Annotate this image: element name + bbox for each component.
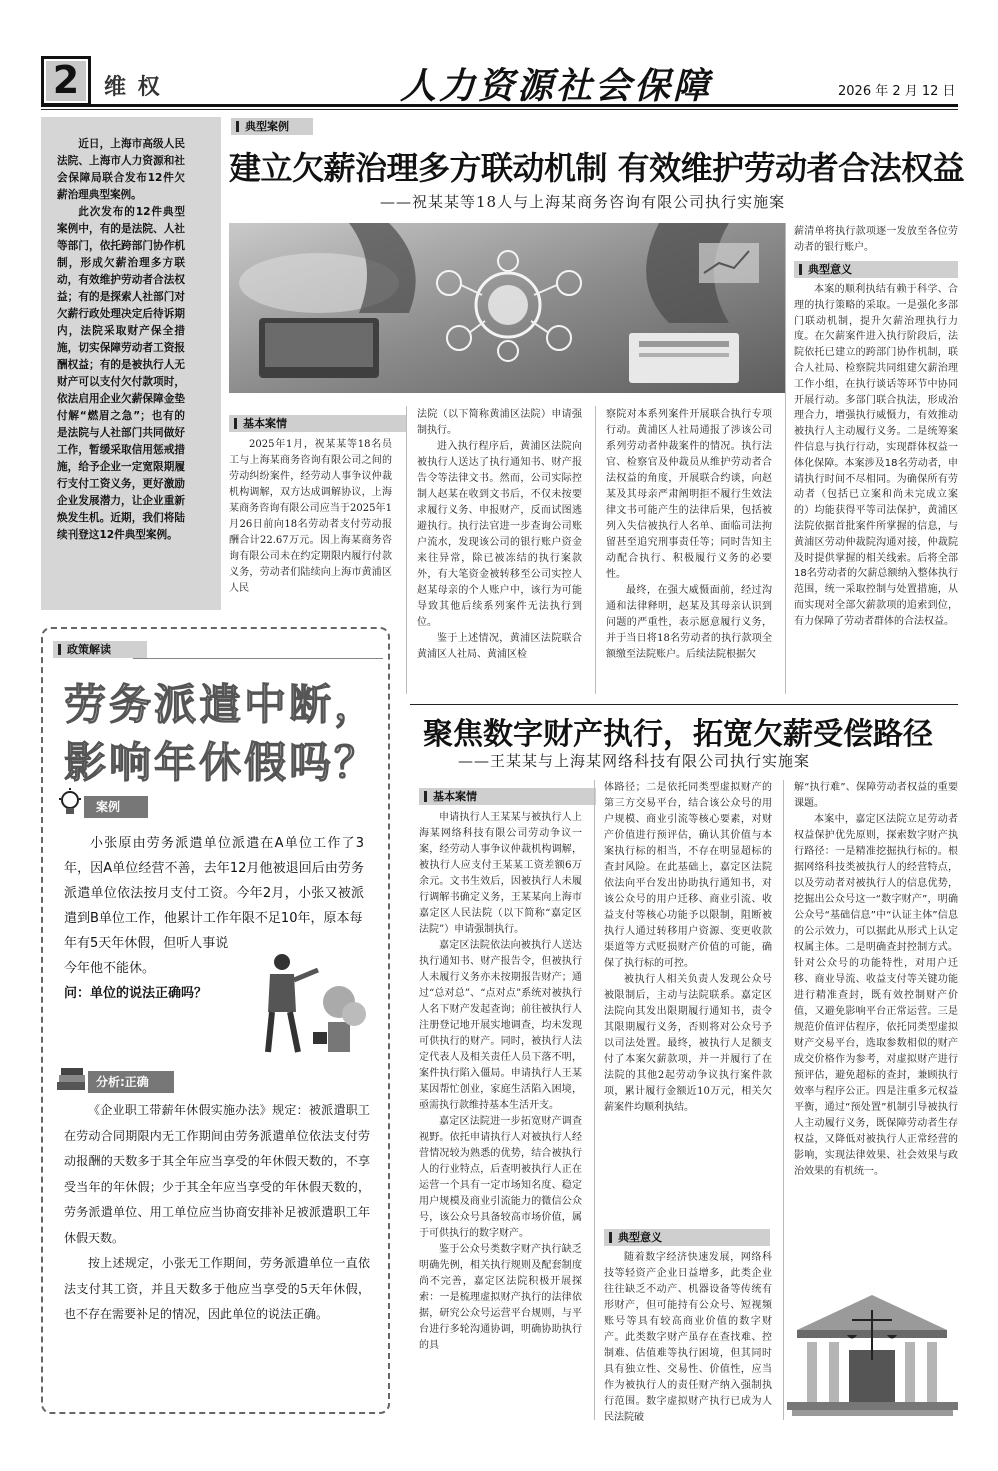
column-divider: [406, 406, 407, 694]
policy-title-line2: 影响年休假吗？: [64, 738, 380, 787]
article1-title: 建立欠薪治理多方联动机制 有效维护劳动者合法权益: [229, 149, 965, 187]
basic-facts-label: 基本案情: [419, 788, 596, 805]
intro-paragraph: 此次发布的12件典型案例中，有的是法院、人社等部门，依托跨部门协作机制，形成欠薪治理多方联动，有效维护劳动者合法权益；有的是探索人社部门对欠薪行政处理决定后待诉期内，法院采取财产保全措施，切实保障劳动者工资报酬权益；有的是被执行人无财产可以支付欠付款项时，依法启用企业欠薪保障金垫付解“燃眉之急”；也有的是法院与人社部门共同做好工作，暂缓采取信用惩戒措施，给予企业一定宽限期履行支付工资义务，更好激励企业发展潜力，让企业重新焕发生机。近期，我们将陆续刊登这12件典型案例。: [57, 206, 185, 541]
section-name: 维 权: [104, 75, 162, 100]
article2-paragraph: 解“执行难”、保障劳动者权益的重要课题。: [794, 782, 958, 809]
article1-paragraph: 薪清单将执行款项逐一发放至各位劳动者的银行账户。: [794, 226, 958, 253]
typical-case-tag: 典型案例: [231, 118, 313, 135]
books-icon: [55, 1066, 89, 1092]
article1-column-2: [417, 407, 582, 663]
article1-photo: [229, 223, 786, 393]
businessman-illustration: [258, 952, 380, 1060]
article1-significance: [794, 282, 958, 630]
significance-text: 本案的顺利执结有赖于科学、合理的执行策略的采取。一是强化多部门联动机制，提升欠薪治理执行力度。在欠薪案件进入执行阶段后，法院依托已建立的跨部门协作机制，联合人社局、检察院共同组建欠薪治理工作小组，在执行谈话等环节中协同开展行动。多部门联合执法，形成治理合力，增强执行威慑力，有效推动被执行人主动履行义务。二是统筹案件信息与执行行动，实现群体权益一体化保障。本案涉及18名劳动者，申请执行时间不尽相同。为确保所有劳动者（包括已立案和尚未完成立案的）均能获得平等司法保护，黄浦区法院依据首批案件所掌握的信息，与黄浦区劳动仲裁院沟通对接，仲裁院及时提供掌握的相关线索。后将全部18名劳动者的欠薪总额纳入整体执行范围，统一采取控制与处置措施，从而实现对全部欠薪款项的追索到位，有力保障了劳动者群体的合法权益。: [794, 284, 958, 627]
article2-paragraph: 申请执行人王某某与被执行人上海某网络科技有限公司劳动争议一案，经劳动人事争议仲裁机构调解，被执行人应支付王某某工资差额6万余元。文书生效后，因被执行人未履行调解书确定义务，王某某向上海市嘉定区人民法院（以下简称“嘉定区法院”）申请强制执行。: [419, 812, 582, 935]
article1-column-3: [606, 407, 772, 663]
significance-label: 典型意义: [794, 261, 958, 278]
article1-paragraph: 察院对本系列案件开展联合执行专项行动。黄浦区人社局通报了涉该公司系列劳动者仲裁案件的情况。执行法官、检察官及仲裁员从维护劳动者合法权益的角度，开展联合约谈，向赵某及其母亲严肃阐明拒不履行生效法律文书可能产生的法律后果，包括被列入失信被执行人名单、面临司法拘留甚至追究刑事责任等；同时告知主动配合执行、积极履行义务的必要性。: [606, 409, 772, 580]
article2-paragraph: 被执行人相关负责人发现公众号被限制后，主动与法院联系。嘉定区法院向其发出限期履行通知书，责令其限期履行义务，否则将对公众号予以司法处置。最终，被执行人足额支付了本案欠薪款项，并一并履行了在法院的其他2起劳动争议执行案件款项，累计履行金额近10万元，相关欠薪案件均顺利执结。: [604, 974, 772, 1113]
article1-paragraph: 进入执行程序后，黄浦区法院向被执行人送达了执行通知书、财产报告令等法律文书。然而，公司实际控制人赵某在收到文书后，不仅未按要求履行义务、申报财产，反而试图逃避执行。执行法官进一步查询公司账户流水，发现该公司的银行账户资金来往异常，除已被冻结的执行案款外，有大笔资金被转移至公司实控人赵某母亲的个人账户中，该行为可能导致其他后续系列案件无法执行到位。: [417, 441, 582, 628]
column-divider: [595, 406, 596, 694]
header-rule-thin: [41, 109, 958, 110]
article1-column-4-top: [794, 224, 958, 256]
courthouse-illustration: [787, 1290, 958, 1420]
case-question: 问：单位的说法正确吗？: [64, 986, 208, 1001]
column-divider: [785, 223, 786, 694]
significance-text: 随着数字经济快速发展，网络科技等轻资产企业日益增多，此类企业往往缺乏不动产、机器设备等传统有形财产，但可能持有公众号、短视频账号等具有较高商业价值的数字财产。此类数字财产虽存在查找难、控制难、估值难等执行困境，但其同时具有独立性、交易性、价值性，应当作为被执行人的责任财产纳入强制执行范围。数字虚拟财产执行已成为人民法院破: [604, 1252, 772, 1423]
case-paragraph: 年有5天年休假，但听人事说: [64, 936, 229, 951]
article1-paragraph: 鉴于上述情况，黄浦区法院联合黄浦区人社局、黄浦区检: [417, 633, 582, 660]
issue-date: 2026 年 2 月 12 日: [838, 84, 956, 99]
basic-facts-label: 基本案情: [229, 415, 406, 432]
article2-top-rule: [410, 704, 958, 705]
article2-subtitle: ——王某某与上海某网络科技有限公司执行实施案: [458, 752, 811, 770]
policy-tag-rule: [133, 658, 383, 659]
intro-text: [57, 136, 185, 544]
analysis-text: [64, 1098, 370, 1328]
analysis-paragraph: 《企业职工带薪年休假实施办法》规定：被派遣职工在劳动合同期限内无工作期间由劳务派遣单位依法支付劳动报酬的天数多于其全年应当享受的年休假天数的，不享受当年的年休假；少于其全年应当享受的年休假天数的，劳务派遣单位、用工单位应当协商安排补足被派遣职工年休假天数。: [64, 1103, 370, 1245]
article2-column-2: [604, 780, 772, 1116]
page-number: 2: [52, 58, 80, 102]
case-paragraph: 今年他不能休。: [64, 961, 156, 976]
lightbulb-icon: [56, 787, 84, 819]
case-paragraph: 小张原由劳务派遣单位派遣在A单位工作了3年，因A单位经营不善，去年12月他被退回后由劳务派遣单位依法按月支付工资。今年2月，小张又被派遣到B单位工作，他累计工作年限不足10年，原本每: [64, 836, 364, 926]
header-rule: [41, 104, 958, 107]
article2-title: 聚焦数字财产执行，拓宽欠薪受偿路径: [423, 717, 933, 752]
intro-paragraph: 近日，上海市高级人民法院、上海市人力资源和社会保障局联合发布12件欠薪治理典型案例。: [57, 138, 185, 201]
article2-paragraph: 嘉定区法院依法向被执行人送达执行通知书、财产报告令，但被执行人未履行义务亦未按期报告财产；通过“总对总”、“点对点”系统对被执行人名下财产发起查询；前往被执行人注册登记地开展实地调查，均未发现可供执行的财产。同时，被执行人法定代表人及相关责任人员下落不明，案件执行陷入僵局。申请执行人王某某因帮忙创业，家庭生活陷入困境，亟需执行款维持基本生活开支。: [419, 940, 582, 1111]
article2-paragraph: 鉴于公众号类数字财产执行缺乏明确先例，相关执行规则及配套制度尚不完善，嘉定区法院积极开展探索：一是梳理虚拟财产执行的法律依据，研究公众号运营平台规则，与平台进行多轮沟通协调，明确协助执行的具: [419, 1244, 582, 1351]
article1-paragraph: 2025年1月，祝某某等18名员工与上海某商务咨询有限公司之间的劳动纠纷案件，经劳动人事争议仲裁机构调解，双方达成调解协议，上海某商务咨询有限公司应当于2025年1月26日前向18名劳动者支付劳动报酬合计22.67万元。因上海某商务咨询有限公司未在约定期限内履行付款义务，劳动者们陆续向上海市黄浦区人民: [229, 439, 392, 594]
article2-column-2-significance: [604, 1250, 772, 1426]
masthead: 人力资源社会保障: [400, 65, 713, 107]
policy-tag: 政策解读: [53, 641, 147, 658]
article1-paragraph: 最终，在强大威慑面前，经过沟通和法律释明，赵某及其母亲认识到问题的严重性，表示愿意履行义务，并于当日将18名劳动者的执行款项全额缴至法院账户。后续法院根据欠: [606, 585, 772, 660]
business-meeting-image: [229, 223, 786, 393]
column-divider: [783, 780, 784, 1420]
article1-paragraph: 法院（以下简称黄浦区法院）申请强制执行。: [417, 409, 582, 436]
analysis-paragraph: 按上述规定，小张无工作期间，劳务派遣单位一直依法支付其工资，并且天数多于他应当享受的5天年休假，也不存在需要补足的情况，因此单位的说法正确。: [64, 1256, 370, 1321]
article2-paragraph: 嘉定区法院进一步拓宽财产调查视野。依托申请执行人对被执行人经营情况较为熟悉的优势，结合被执行人的行业特点，后查明被执行人正在运营一个具有一定市场知名度、稳定用户规模及商业引流能力的微信公众号，该公众号具备较高市场价值，属于可供执行的数字财产。: [419, 1116, 582, 1239]
article2-column-3: [794, 780, 958, 1180]
column-divider: [594, 780, 595, 1420]
article2-paragraph: 本案中，嘉定区法院立足劳动者权益保护优先原则，探索数字财产执行路径：一是精准挖掘执行标的。根据网络科技类被执行人的经营特点，以及劳动者对被执行人的信息优势，挖掘出公众号这一“数字财产”，明确公众号“基础信息”中“认证主体”信息的公示效力，可以据此从形式上认定权属主体。二是明确查封控制方式。针对公众号的功能特性，对用户迁移、商业导流、收益支付等关键功能进行精准查封，既有效控制财产价值，又避免影响平台正常运营。三是规范价值评估程序，依托同类型虚拟财产交易平台，选取参数相似的财产成交价格作为参考，对虚拟财产进行预评估，避免超标的查封，兼顾执行效率与程序公正。四是注重多元权益平衡，通过“预处置”机制引导被执行人主动履行义务，既保障劳动者生存权益，又降低对被执行人正常经营的影响，实现法律效果、社会效果与政治效果的有机统一。: [794, 814, 958, 1177]
case-label: 案例: [84, 796, 148, 818]
significance-label: 典型意义: [604, 1229, 770, 1246]
article1-column-1: [229, 437, 392, 597]
policy-title-line1: 劳务派遣中断，: [64, 680, 380, 729]
article2-column-1: [419, 810, 582, 1354]
article2-paragraph: 体路径；二是依托同类型虚拟财产的第三方交易平台，结合该公众号的用户规模、商业引流等核心要素，对财产价值进行预评估，确认其价值与本案执行标的相当，不存在明显超标的查封风险。在此基础上，嘉定区法院依法向平台发出协助执行通知书，对该公众号的用户迁移、商业引流、收益支付等核心功能予以限制，阻断被执行人通过转移用户资源、变更收款渠道等方式贬损财产价值的可能，确保了执行标的可控。: [604, 782, 772, 969]
analysis-label: 分析:正确: [88, 1071, 174, 1093]
article1-subtitle: ——祝某某等18人与上海某商务咨询有限公司执行实施案: [380, 193, 786, 211]
